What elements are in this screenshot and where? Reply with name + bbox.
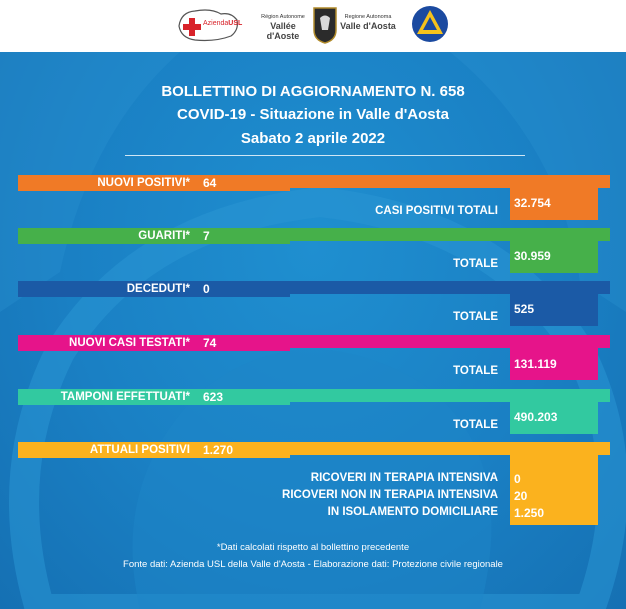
isolamento-domiciliare-label: IN ISOLAMENTO DOMICILIARE [327, 506, 498, 518]
region-logo-french-line1: Région Autonome [261, 14, 305, 20]
deceduti-total-value: 525 [514, 302, 535, 316]
nuovi-positivi-total-label: CASI POSITIVI TOTALI [375, 205, 498, 217]
tamponi-value: 623 [203, 390, 224, 404]
bulletin-title: BOLLETTINO DI AGGIORNAMENTO N. 658 [161, 83, 465, 100]
deceduti-bar-extension [290, 281, 610, 294]
attuali-positivi-value: 1.270 [203, 443, 234, 457]
region-logo-italian-line1: Regione Autonoma [344, 14, 392, 20]
usl-logo [175, 6, 243, 46]
deceduti-label: DECEDUTI* [126, 283, 190, 295]
region-logo-italian-line2: Valle d'Aosta [340, 21, 396, 31]
guariti-value: 7 [203, 229, 210, 243]
isolamento-domiciliare-value: 1.250 [514, 506, 545, 520]
bulletin-subtitle: COVID-19 - Situazione in Valle d'Aosta [177, 106, 449, 123]
casi-testati-total-value: 131.119 [514, 357, 557, 371]
deceduti-value: 0 [203, 282, 210, 296]
title-divider [125, 155, 525, 156]
ricoveri-non-intensiva-label: RICOVERI NON IN TERAPIA INTENSIVA [282, 489, 498, 501]
region-logo-french [255, 14, 311, 42]
attuali-positivi-bar-extension [290, 442, 610, 455]
tamponi-total-label: TOTALE [453, 419, 498, 431]
attuali-positivi-label: ATTUALI POSITIVI [89, 444, 190, 456]
tamponi-label: TAMPONI EFFETTUATI* [60, 391, 190, 403]
tamponi-bar-extension [290, 389, 610, 402]
data-source: Fonte dati: Azienda USL della Valle d'Aosta - Elaborazione dati: Protezione civile regionale [123, 559, 503, 570]
nuovi-positivi-value: 64 [203, 176, 217, 190]
nuovi-positivi-label: NUOVI POSITIVI* [97, 177, 190, 189]
guariti-total-value: 30.959 [514, 249, 551, 263]
footnote: *Dati calcolati rispetto al bollettino precedente [216, 542, 410, 553]
terapia-intensiva-value: 0 [514, 472, 521, 486]
deceduti-total-label: TOTALE [453, 311, 498, 323]
tamponi-total-value: 490.203 [514, 410, 558, 424]
casi-testati-label: NUOVI CASI TESTATI* [69, 337, 190, 349]
casi-testati-value: 74 [203, 336, 217, 350]
nuovi-positivi-bar-extension [290, 175, 610, 188]
ricoveri-non-intensiva-value: 20 [514, 489, 528, 503]
usl-logo-text-2: USL [228, 20, 243, 27]
region-logo-italian [340, 14, 396, 42]
coat-of-arms-icon [312, 4, 338, 44]
casi-testati-total-label: TOTALE [453, 365, 498, 377]
casi-testati-bar-extension [290, 335, 610, 348]
guariti-label: GUARITI* [138, 230, 190, 242]
guariti-bar-extension [290, 228, 610, 241]
bulletin-date: Sabato 2 aprile 2022 [240, 130, 386, 147]
usl-logo-text-1: Azienda [203, 20, 229, 27]
logo-header [0, 0, 626, 52]
region-logo-french-line2: Vallée d'Aoste [266, 21, 300, 41]
guariti-total-label: TOTALE [453, 258, 498, 270]
terapia-intensiva-label: RICOVERI IN TERAPIA INTENSIVA [310, 472, 498, 484]
nuovi-positivi-total-value: 32.754 [514, 196, 551, 210]
civil-protection-icon [410, 4, 450, 44]
